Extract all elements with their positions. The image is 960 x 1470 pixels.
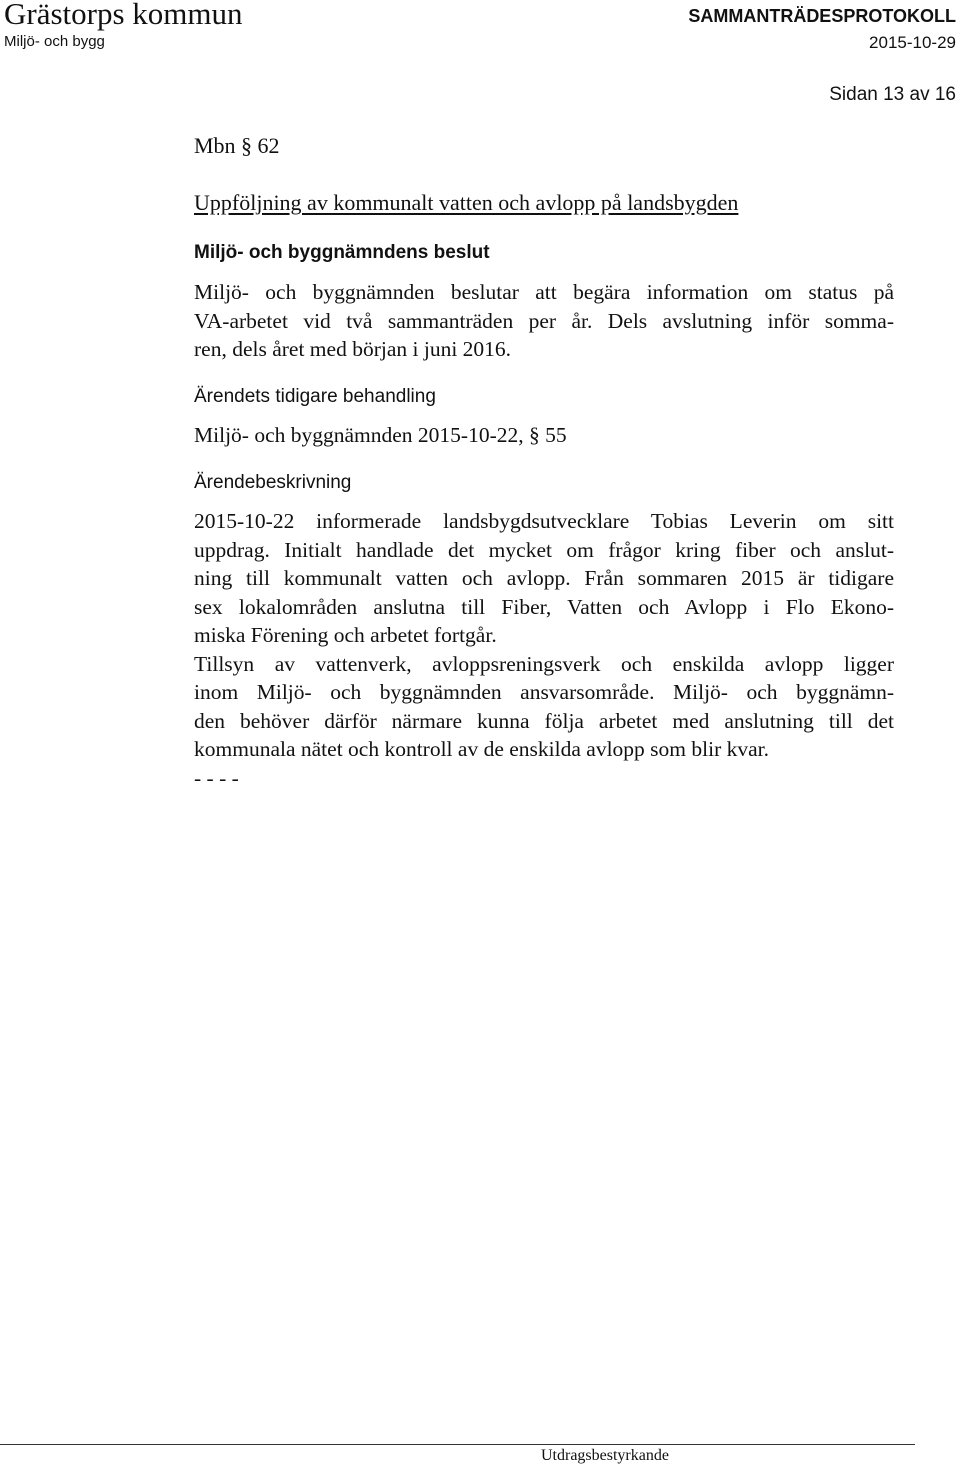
description-line: kommunala nätet och kontroll av de enskilda avlopp som blir kvar. — [194, 737, 769, 761]
organization-name: Grästorps kommun — [4, 0, 243, 31]
page-number: Sidan 13 av 16 — [829, 84, 956, 105]
decision-line: ren, dels året med början i juni 2016. — [194, 337, 512, 361]
description-line: uppdrag. Initialt handlade det mycket om frågor kring fiber och anslut- — [194, 537, 894, 562]
decision-line: VA-arbetet vid två sammanträden per år. Dels avslutning inför somma- — [194, 308, 894, 333]
description-line: den behöver därför närmare kunna följa arbetet med anslutning till det — [194, 708, 894, 733]
description-line: inom Miljö- och byggnämnden ansvarsområde. Miljö- och byggnämn- — [194, 680, 894, 704]
end-marker: - - - - — [194, 765, 239, 790]
history-text: Miljö- och byggnämnden 2015-10-22, § 55 — [194, 423, 567, 447]
description-line: Tillsyn av vattenverk, avloppsreningsverk och enskilda avlopp ligger — [194, 651, 894, 676]
decision-line: Miljö- och byggnämnden beslutar att begära information om status på — [194, 280, 894, 304]
description-line: ning till kommunalt vatten och avlopp. Från sommaren 2015 är tidigare — [194, 566, 894, 590]
description-heading: Ärendebeskrivning — [194, 472, 352, 493]
document-date: 2015-10-29 — [869, 33, 956, 52]
document-type: SAMMANTRÄDESPROTOKOLL — [688, 6, 956, 26]
description-text — [194, 507, 894, 792]
section-title: Uppföljning av kommunalt vatten och avlopp på landsbygden — [194, 190, 739, 215]
decision-text — [194, 278, 894, 364]
department-name: Miljö- och bygg — [4, 33, 105, 50]
section-number: Mbn § 62 — [194, 133, 280, 158]
footer-label: Utdragsbestyrkande — [541, 1447, 669, 1464]
description-line: 2015-10-22 informerade landsbygdsutvecklare Tobias Leverin om sitt — [194, 509, 894, 533]
description-line: miska Förening och arbetet fortgår. — [194, 623, 497, 647]
description-line: sex lokalområden anslutna till Fiber, Vatten och Avlopp i Flo Ekono- — [194, 594, 894, 619]
footer-divider — [0, 1444, 915, 1445]
history-heading: Ärendets tidigare behandling — [194, 386, 436, 407]
decision-heading: Miljö- och byggnämndens beslut — [194, 242, 490, 263]
